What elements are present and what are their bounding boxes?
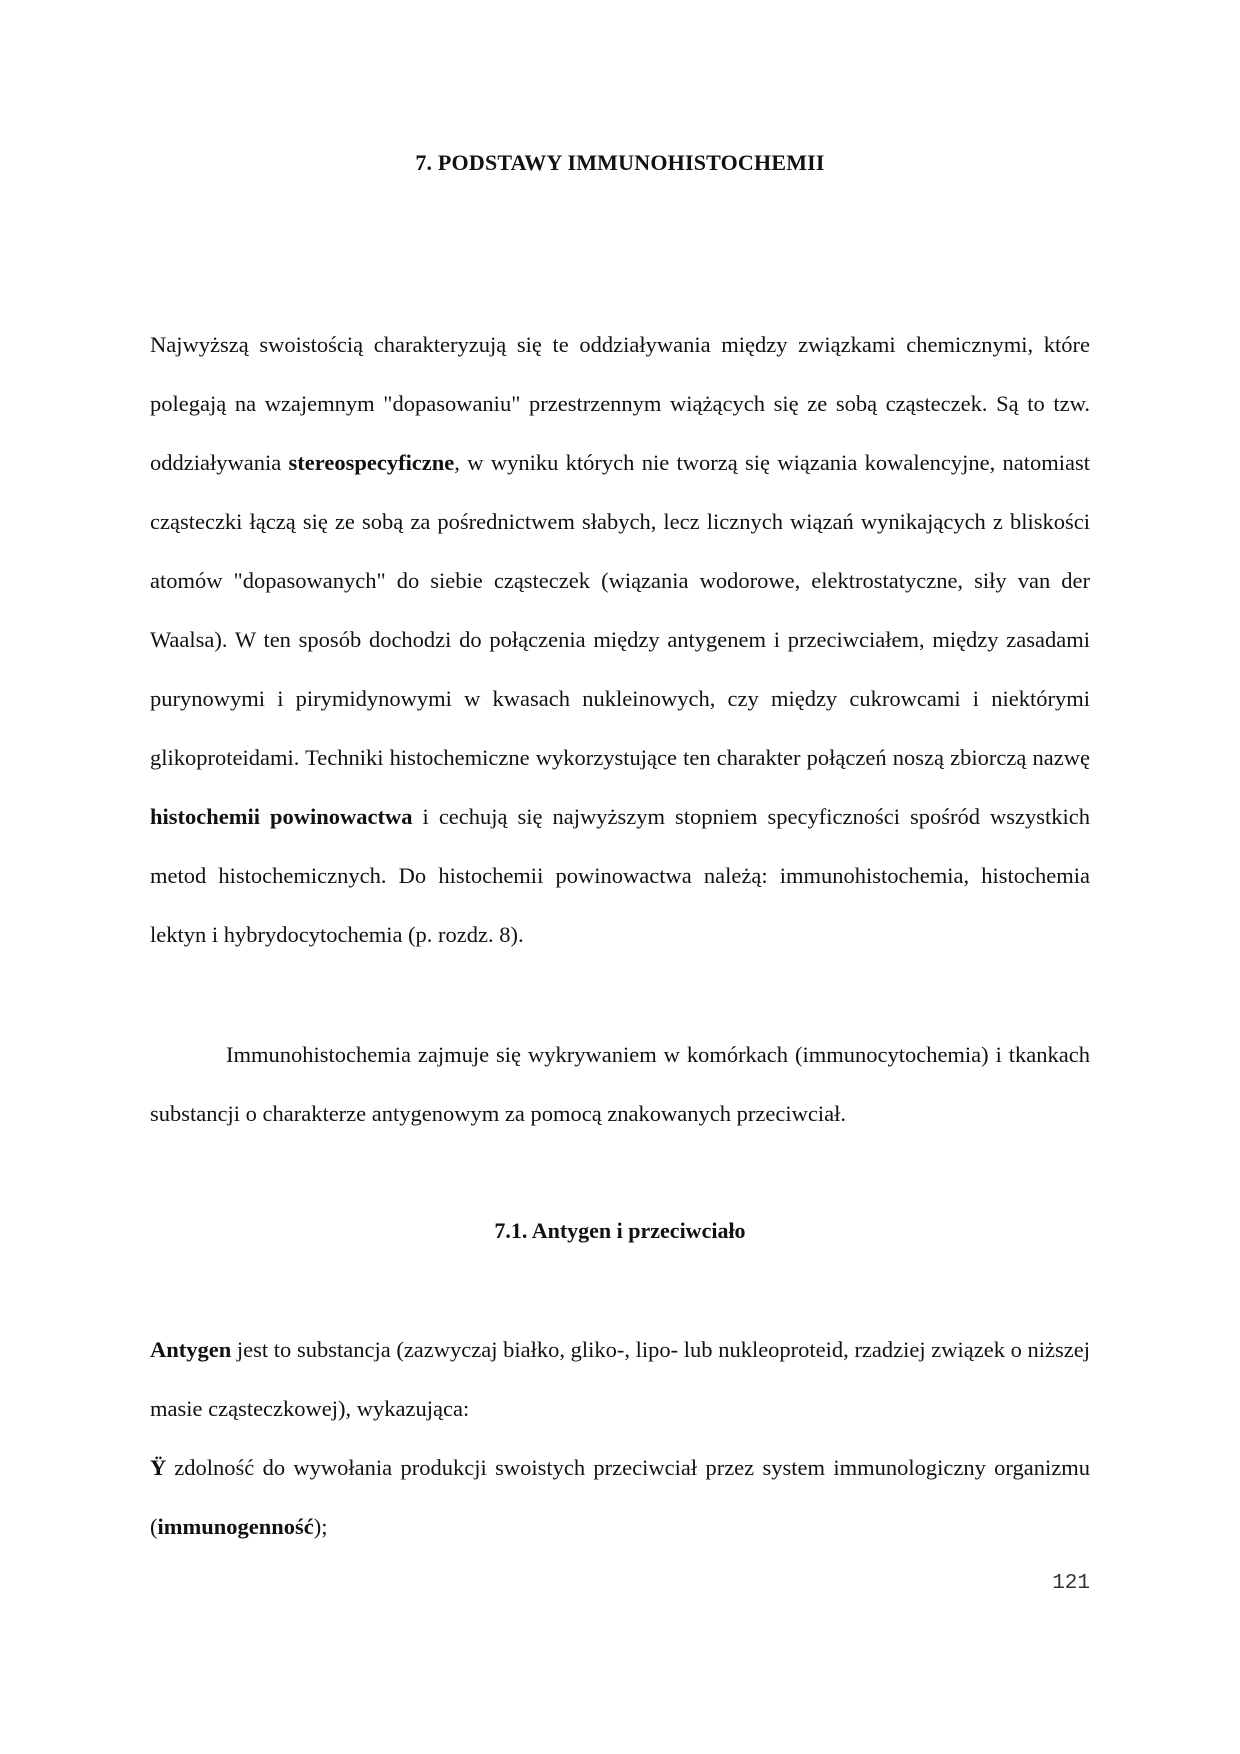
bullet-icon: Ÿ [150,1455,167,1480]
immunohistochemia-paragraph: Immunohistochemia zajmuje się wykrywaniem w komórkach (immunocytochemia) i tkankach substancji o charakterze antygenowym za pomocą znakowanych przeciwciał. [150,1042,1090,1126]
intro-text-3: i cechują się najwyższym stopniem specyficzności spośród wszystkich metod histochemicznych. Do histochemii powinowactwa należą: immunohistochemia, histochemia lektyn i hybrydocytochemia (p. rozdz. 8). [150,804,1091,947]
page-number: 121 [1052,1572,1090,1595]
antigen-text: jest to substancja (zazwyczaj białko, gliko-, lipo- lub nukleoproteid, rzadziej związek o niższej masie cząsteczkowej), wykazująca: [150,1337,1090,1421]
intro-text-2: , w wyniku których nie tworzą się wiązania kowalencyjne, natomiast cząsteczki łączą się ze sobą za pośrednictwem słabych, lecz licznych wiązań wynikających z bliskości atomów "dopasowanych" do siebie cząsteczek (wiązania wodorowe, elektrostatyczne, siły van der Waalsa). W ten sposób dochodzi do połączenia między antygenem i przeciwciałem, między zasadami purynowymi i pirymidynowymi w kwasach nukleinowych, czy między cukrowcami i niektórymi glikoproteidami. Techniki histochemiczne wykorzystujące ten charakter połączeń noszą zbiorczą nazwę [150,450,1090,770]
bullet-text-1: zdolność do wywołania produkcji swoistych przeciwciał przez system immunologiczny organizmu ( [150,1455,1090,1539]
bullet-text-2: ); [313,1514,328,1539]
intro-text-1: Najwyższą swoistością charakteryzują się te oddziaływania między związkami chemicznymi, które polegają na wzajemnym "dopasowaniu" przestrzennym wiążących się ze sobą cząsteczek. Są to tzw. oddziaływania [150,332,1090,475]
term-affinity-histochemistry: histochemii powinowactwa [150,804,413,829]
term-stereospecific: stereospecyficzne [288,450,455,475]
bullet-item [150,1438,1090,1556]
term-immunogenicity: immunogenność [157,1514,314,1539]
antigen-paragraph [150,1320,1090,1438]
section-title: 7.1. Antygen i przeciwciało [494,1218,746,1243]
chapter-title: 7. PODSTAWY IMMUNOHISTOCHEMII [415,150,825,175]
term-antigen: Antygen [150,1337,232,1362]
intro-paragraph [150,315,1090,964]
